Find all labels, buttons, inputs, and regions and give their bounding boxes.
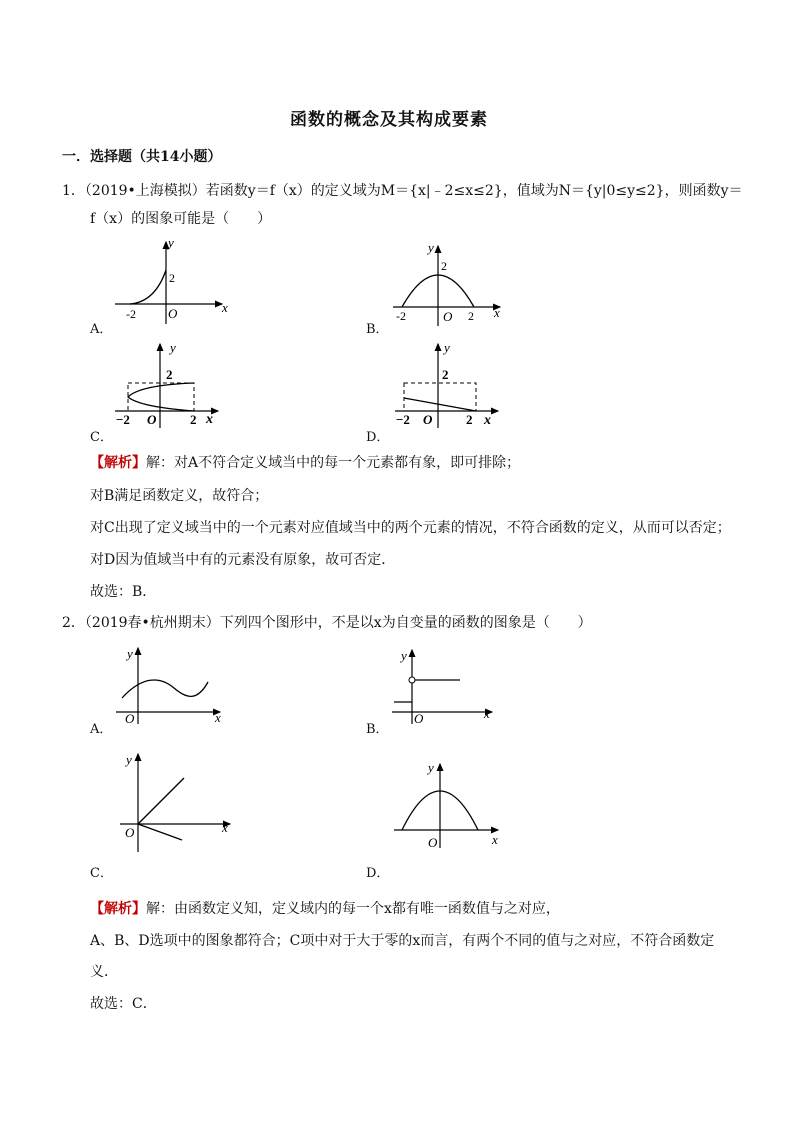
q1-analysis-line1: [90, 452, 520, 472]
origin-label: O: [428, 835, 438, 850]
q2-analysis-line2: A、B、D选项中的图象都符合；C项中对于大于零的x而言，有两个不同的值与之对应，不符合函数定: [90, 933, 715, 949]
origin-label: O: [423, 412, 433, 427]
q2-graph-a: [112, 642, 232, 726]
q1-graph-d: [390, 340, 510, 432]
x-label: x: [215, 710, 221, 725]
q2-graph-d: [390, 758, 508, 854]
q1-answer: 故选：B．: [90, 584, 157, 600]
x-label: x: [222, 300, 228, 315]
upper-ray: [138, 778, 184, 824]
x-label: x: [222, 820, 228, 835]
q1-analysis-line4: 对D因为值域当中有的元素没有原象，故可否定．: [90, 552, 396, 568]
q2-analysis-text: 解：由函数定义知，定义域内的每一个x都有唯一函数值与之对应，: [146, 901, 560, 917]
curve: [130, 270, 166, 304]
q1-stem-line1: 1．（2019•上海模拟）若函数y＝f（x）的定义域为M＝{x|﹣2≤x≤2}，值域为N＝{y|0≤y≤2}，则函数y＝: [62, 183, 743, 199]
tick-neg2: -2: [126, 307, 136, 321]
tick-2-x: 2: [466, 412, 473, 427]
y-label: y: [168, 235, 174, 250]
y-label: y: [428, 760, 434, 775]
q2-option-d-label: D．: [366, 866, 390, 881]
origin-label: O: [147, 412, 157, 427]
origin-label: O: [168, 306, 178, 321]
q1-option-c-label: C．: [90, 430, 113, 445]
tick-2: 2: [169, 271, 175, 285]
q1-graph-c: [110, 340, 230, 432]
tick-neg2: −2: [396, 412, 410, 427]
tick-2-y: 2: [166, 367, 173, 382]
origin-label: O: [125, 825, 135, 840]
q2-analysis-line1: [90, 898, 560, 918]
tick-2-x: 2: [190, 412, 197, 427]
curve: [128, 383, 194, 411]
x-label: x: [484, 706, 490, 721]
open-circle: [409, 677, 415, 683]
page-title: 函数的概念及其构成要素: [290, 110, 488, 130]
q1-option-a-label: A．: [90, 322, 113, 337]
q1-analysis-line3: 对C出现了定义域当中的一个元素对应值域当中的两个元素的情况，不符合函数的定义，从而可以否定；: [90, 520, 731, 536]
q2-graph-c: [112, 748, 234, 858]
q2-stem-line1: 2．（2019春•杭州期末）下列四个图形中，不是以x为自变量的函数的图象是（ ）: [62, 615, 592, 631]
origin-label: O: [414, 711, 424, 726]
q2-option-a-label: A．: [90, 722, 113, 737]
q1-option-d-label: D．: [366, 430, 390, 445]
x-label: x: [492, 832, 498, 847]
y-label: y: [127, 646, 133, 661]
q2-answer: 故选：C．: [90, 996, 157, 1012]
y-label: y: [170, 340, 176, 355]
tick-neg2: -2: [396, 309, 406, 323]
q2-option-c-label: C．: [90, 866, 113, 881]
tick-neg2: −2: [116, 412, 130, 427]
tick-2-y: 2: [442, 367, 449, 382]
q1-option-b-label: B．: [366, 322, 389, 337]
origin-label: O: [125, 711, 135, 726]
wave-curve: [122, 680, 208, 698]
q2-option-b-label: B．: [366, 722, 389, 737]
lower-ray: [138, 824, 182, 840]
q2-analysis-line3: 义．: [90, 964, 118, 980]
y-label: y: [126, 752, 132, 767]
dashed-box: [404, 383, 476, 411]
q1-graph-a: [110, 232, 240, 328]
q1-analysis-text: 解：对A不符合定义域当中的每一个元素都有象，即可排除；: [146, 455, 521, 471]
line-segment: [404, 398, 476, 411]
tick-2-x: 2: [468, 309, 474, 323]
y-label: y: [401, 648, 407, 663]
q1-stem-line2: f（x）的图象可能是（ ）: [90, 211, 272, 227]
y-label: y: [428, 240, 434, 255]
q1-graph-b: [388, 240, 513, 328]
q2-graph-b: [388, 644, 500, 726]
origin-label: O: [443, 309, 453, 324]
x-label: x: [494, 305, 500, 320]
y-label: y: [444, 340, 450, 355]
section-heading: 一．选择题（共14小题）: [62, 149, 222, 165]
q1-analysis-tag: 【解析】: [90, 455, 146, 471]
x-label: x: [206, 412, 213, 427]
tick-2-y: 2: [441, 259, 447, 273]
q1-analysis-line2: 对B满足函数定义，故符合；: [90, 488, 269, 504]
q2-analysis-tag: 【解析】: [90, 901, 146, 917]
x-label: x: [484, 413, 491, 428]
